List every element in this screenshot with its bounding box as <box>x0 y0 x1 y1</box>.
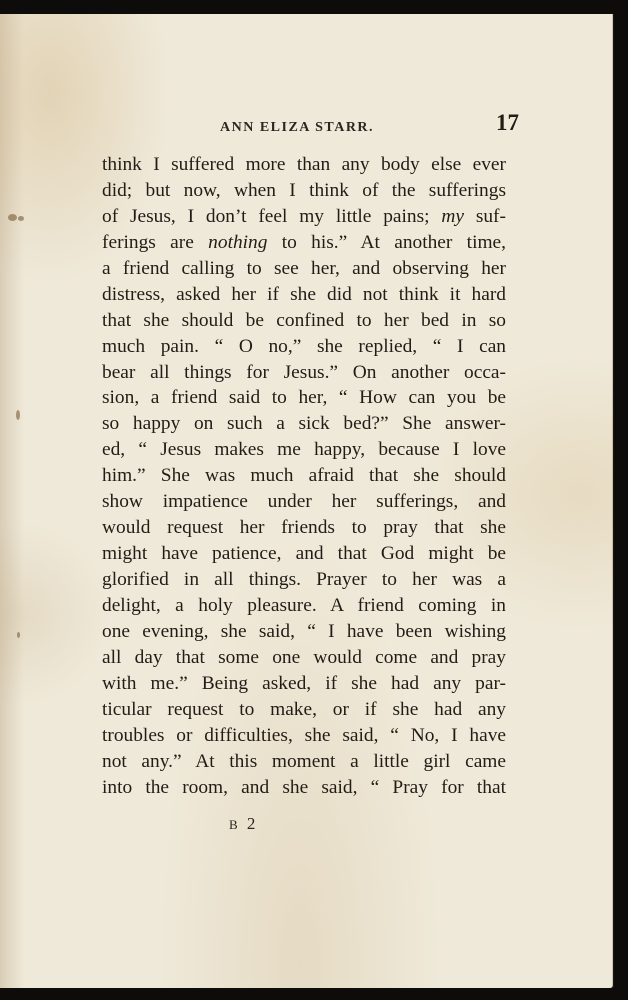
text-line: much pain. “ O no,” she replied, “ I can <box>102 335 506 357</box>
signature-letter: B <box>229 817 240 832</box>
text-line: so happy on such a sick bed?” She answer- <box>102 413 506 435</box>
text-line: sion, a friend said to her, “ How can you be <box>102 387 506 409</box>
text-line: ticular request to make, or if she had any <box>102 698 506 720</box>
foxing-spot <box>16 410 20 420</box>
text-line: ed, “ Jesus makes me happy, because I love <box>102 439 506 461</box>
text-line: would request her friends to pray that she <box>102 517 506 539</box>
text-line: one evening, she said, “ I have been wishing <box>102 620 506 642</box>
foxing-spot <box>17 632 20 638</box>
text-line: show impatience under her sufferings, and <box>102 491 506 513</box>
text-line: that she should be confined to her bed in so <box>102 309 506 331</box>
text-line: glorified in all things. Prayer to her was a <box>102 569 506 590</box>
foxing-spot <box>18 216 24 221</box>
text-line: might have patience, and that God might be <box>102 543 506 565</box>
page-edge <box>612 14 616 988</box>
foxing-spot <box>8 214 17 221</box>
text-line: with me.” Being asked, if she had any par- <box>102 672 506 694</box>
signature-number: 2 <box>246 814 259 833</box>
text-line: all day that some one would come and pray <box>102 646 506 668</box>
body-text <box>102 152 506 800</box>
text-line: a friend calling to see her, and observing her <box>102 257 506 279</box>
text-line: think I suffered more than any body else ever <box>102 154 506 175</box>
signature-mark <box>229 814 258 834</box>
text-line: distress, asked her if she did not think it hard <box>102 283 506 305</box>
running-head: ANN ELIZA STARR. <box>220 120 375 135</box>
text-line: him.” She was much afraid that she should <box>102 465 506 487</box>
text-line: delight, a holy pleasure. A friend coming in <box>102 594 506 616</box>
page-number: 17 <box>496 110 519 135</box>
text-line: did; but now, when I think of the sufferings <box>102 179 506 201</box>
text-line: bear all things for Jesus.” On another occa- <box>102 361 506 383</box>
text-line: of Jesus, I don’t feel my little pains; my suf- <box>102 205 506 227</box>
text-line: troubles or difficulties, she said, “ No, I have <box>102 724 506 746</box>
text-line: ferings are nothing to his.” At another time, <box>102 231 506 253</box>
text-line: into the room, and she said, “ Pray for that <box>102 776 506 798</box>
text-line: not any.” At this moment a little girl came <box>102 750 506 772</box>
